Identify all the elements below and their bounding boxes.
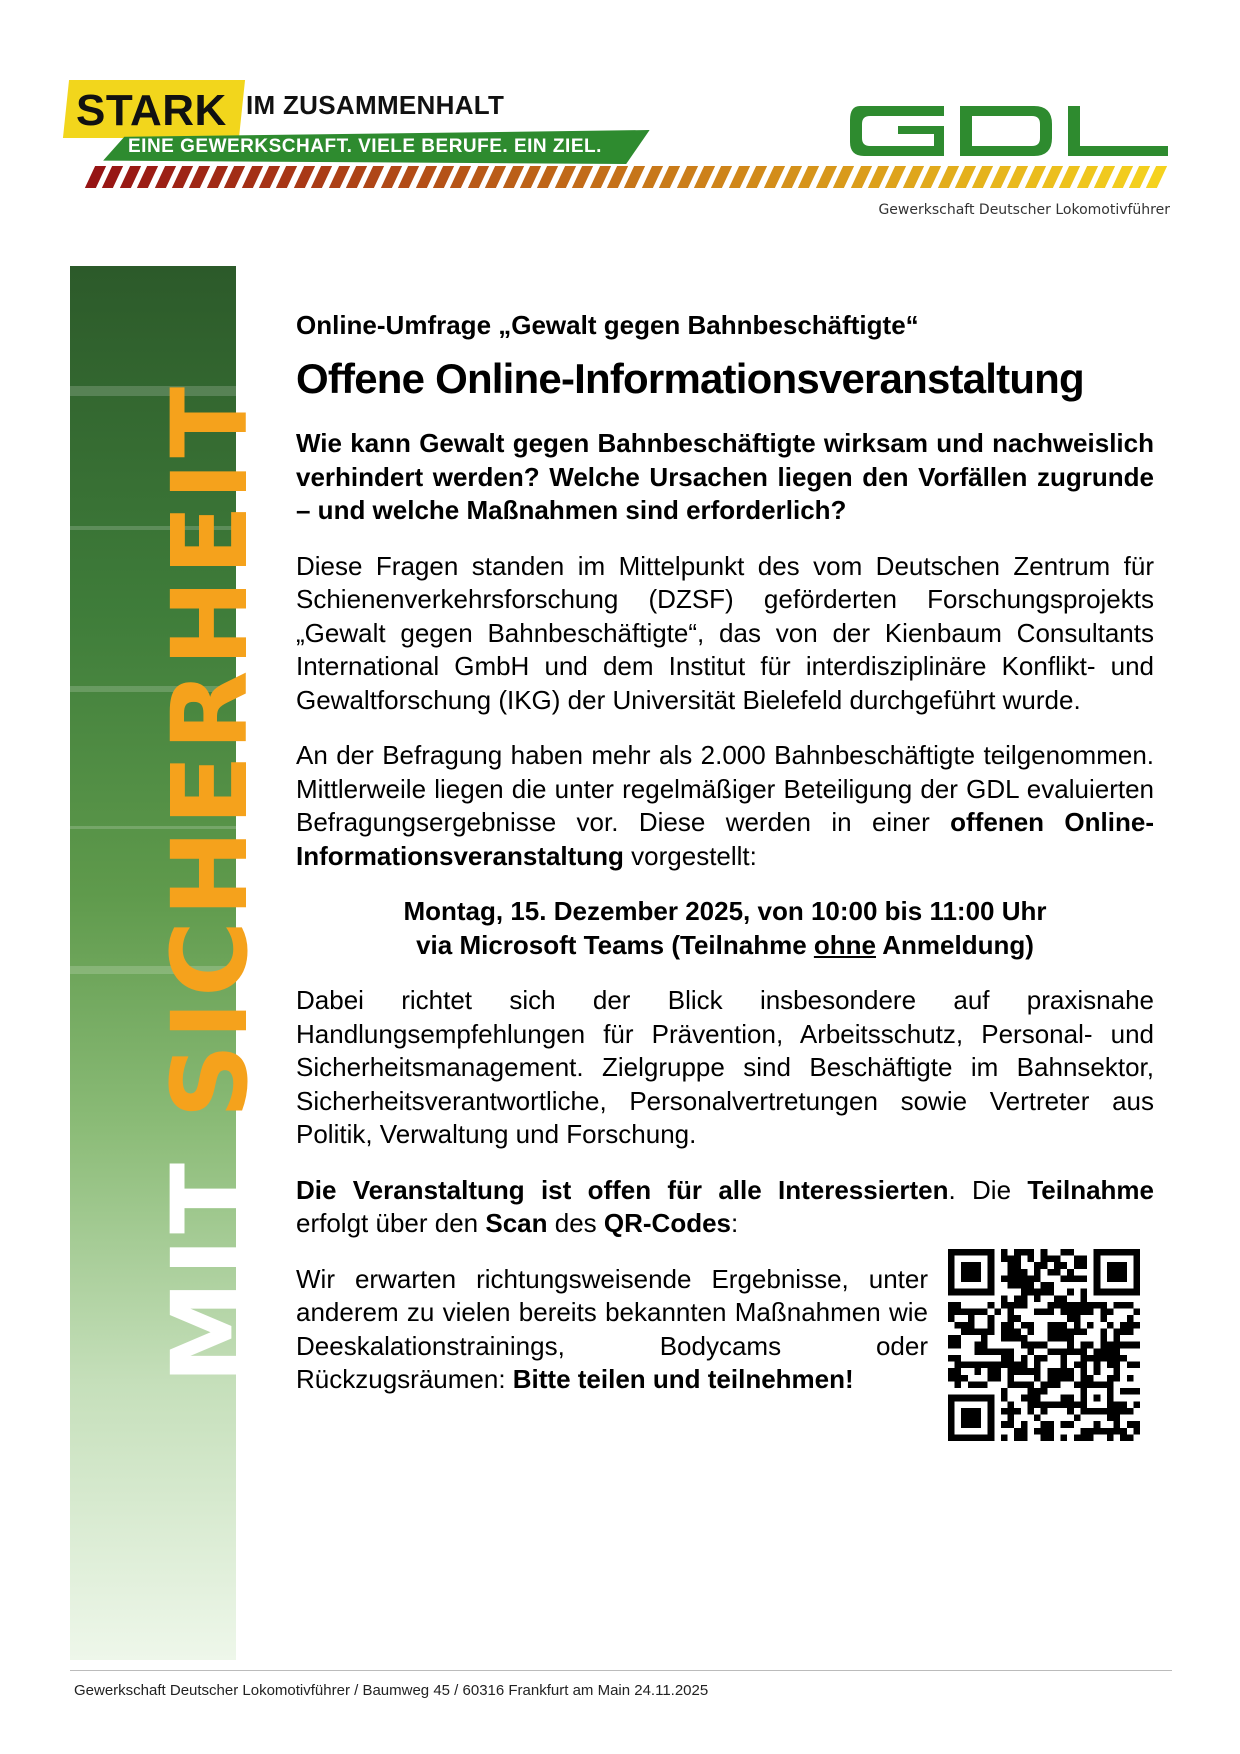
participation-e: des	[547, 1208, 604, 1238]
qr-section	[296, 1263, 1154, 1397]
event-platform	[296, 929, 1154, 963]
event-platform-b: Anmeldung)	[876, 929, 1034, 960]
stark-subtitle: IM ZUSAMMENHALT	[246, 90, 505, 120]
intro-paragraph: Wie kann Gewalt gegen Bahnbeschäftigte wirksam und nachweislich verhindert werden? Welche Ursachen liegen den Vorfällen zugrunde – und welche Maßnahmen sind erforderlich?	[296, 428, 1154, 525]
participation-scan: Scan	[485, 1208, 548, 1238]
gdl-logo	[848, 100, 1170, 162]
stark-word: STARK	[76, 86, 227, 135]
article-headline: Offene Online-Informationsveranstaltung	[296, 355, 1084, 402]
decorative-stripe-row	[90, 166, 1170, 188]
event-details	[296, 895, 1154, 962]
side-banner	[70, 266, 271, 1660]
participation-g: :	[731, 1208, 739, 1238]
footer: Gewerkschaft Deutscher Lokomotivführer / Baumweg 45 / 60316 Frankfurt am Main 24.11.2025	[74, 1682, 709, 1699]
participation-qr: QR-Codes	[603, 1208, 732, 1238]
event-platform-a: via Microsoft Teams (Teilnahme	[416, 929, 814, 960]
paragraph-survey-text: An der Befragung haben mehr als 2.000 Bahnbeschäftigte teilgenommen. Mittlerweile liegen die unter regelmäßiger Beteiligung der GDL evaluierten Befragungsergebnisse vor. Diese werden in einer	[296, 740, 1154, 837]
paragraph-survey	[296, 739, 1154, 873]
paragraph-survey-bold: offenen Online-Informationsveranstaltung	[296, 807, 1154, 871]
event-platform-underlined: ohne	[813, 929, 876, 960]
footer-divider	[70, 1670, 1172, 1671]
closing-text: Wir erwarten richtungsweisende Ergebnisse, unter anderem zu vielen bereits bekannten Maßnahmen wie Deeskalationstrainings, Bodycams oder Rückzugsräumen:	[296, 1263, 928, 1394]
participation-bold: Die Veranstaltung ist offen für alle Interessierten	[296, 1174, 949, 1205]
paragraph-research: Diese Fragen standen im Mittelpunkt des vom Deutschen Zentrum für Schienenverkehrsforschung (DZSF) geförderten Forschungsprojekts „Gewalt gegen Bahnbeschäftigte“, das von der Kienbaum Consultants International GmbH und dem Institut für interdisziplinäre Konflikt- und Gewaltforschung (IKG) der Universität Bielefeld durchgeführt wurde.	[296, 550, 1154, 715]
qr-code[interactable]	[948, 1249, 1140, 1441]
participation-teilnahme: Teilnahme	[1027, 1174, 1154, 1205]
stripe-segment	[1146, 166, 1167, 188]
banner-vertical-text	[149, 382, 271, 1384]
article-kicker: Online-Umfrage „Gewalt gegen Bahnbeschäftigte“	[296, 310, 919, 340]
paragraph-survey-end: vorgestellt:	[623, 840, 757, 871]
banner-word-sicherheit: SICHERHEIT	[149, 382, 271, 1119]
paragraph-participation	[296, 1174, 1154, 1241]
closing-call-to-action: Bitte teilen und teilnehmen!	[512, 1364, 854, 1394]
paragraph-closing	[296, 1263, 928, 1397]
paragraph-focus: Dabei richtet sich der Blick insbesondere auf praxisnahe Handlungsempfehlungen für Prävention, Arbeitsschutz, Personal- und Sicherheitsmanagement. Zielgruppe sind Beschäftigte im Bahnsektor, Sicherheitsverantwortliche, Personalvertretungen sowie Vertreter aus Politik, Verwaltung und Forschung.	[296, 985, 1154, 1149]
participation-dot: .	[948, 1174, 956, 1205]
slogan-text: EINE GEWERKSCHAFT. VIELE BERUFE. EIN ZIEL.	[128, 136, 602, 157]
gdl-tagline: Gewerkschaft Deutscher Lokomotivführer	[878, 202, 1170, 218]
banner-word-mit: MIT	[149, 1158, 271, 1384]
article	[296, 310, 1154, 1419]
participation-a: Die	[955, 1174, 1028, 1205]
event-date-time: Montag, 15. Dezember 2025, von 10:00 bis 11:00 Uhr	[403, 896, 1047, 926]
stark-im-zusammenhalt-logo	[66, 80, 606, 170]
participation-c: erfolgt über den	[296, 1208, 486, 1238]
